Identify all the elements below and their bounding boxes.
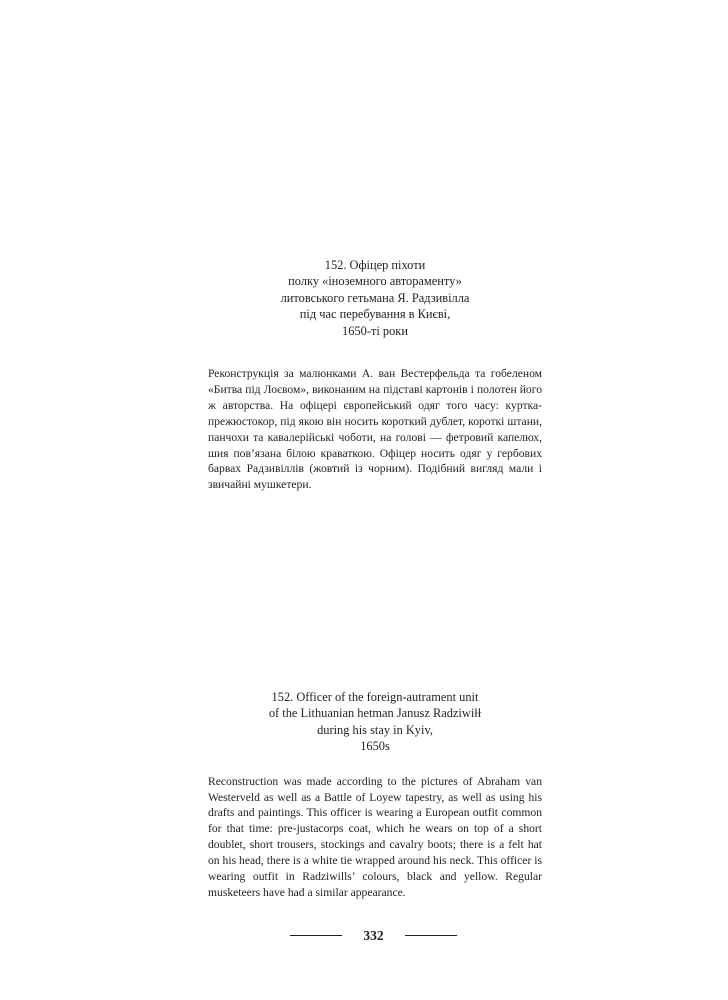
footer-rule-right xyxy=(405,935,457,936)
page-footer xyxy=(0,924,728,948)
english-caption-body: Reconstruction was made according to the pictures of Abraham van Westerveld as well as a Battle of Loyew tapestry, as well as using his drafts and paintings. This officer is wearing a European outfit common for that time: pre-justacorps coat, which he wears on top of a short doublet, short trousers, stockings and cavalry boots; there is a felt hat on his head, there is a white tie wrapped around his neck. This officer is wearing outfit in Radziwills’ colours, black and yellow. Regular musketeers have had a similar appearance. xyxy=(208,774,542,899)
english-caption xyxy=(208,689,542,901)
heading-line: полку «іноземного автораменту» xyxy=(288,274,462,289)
english-caption-heading xyxy=(208,689,542,755)
heading-line: during his stay in Kyiv, xyxy=(317,722,433,737)
page-number: 332 xyxy=(363,928,384,943)
ukrainian-caption xyxy=(208,257,542,493)
heading-line: 1650s xyxy=(360,739,390,754)
heading-line: 1650-ті роки xyxy=(342,323,408,338)
heading-line: of the Lithuanian hetman Janusz Radziwiłł xyxy=(268,706,482,721)
heading-line: 152. Офіцер піхоти xyxy=(324,258,426,272)
footer-rule-left xyxy=(290,935,342,936)
heading-line: під час перебування в Києві, xyxy=(299,307,451,322)
ukrainian-caption-heading xyxy=(208,257,542,339)
heading-line: литовського гетьмана Я. Радзивілла xyxy=(280,290,470,305)
ukrainian-caption-body: Реконструкція за малюнками А. ван Вестерфельда та гобеленом «Битва під Лоєвом», виконаним на підставі картонів і полотен його ж авторства. На офіцері європейський одяг того часу: куртка-прежюстокор, під якою він носить короткий дублет, короткі штани, панчохи та кавалерійські чоботи, на голові — фетровий капелюх, шия пов’язана білою краваткою. Офіцер носить одяг у гербових барвах Радзивіллів (жовтий із чорним). Подібний вигляд мали і звичайні мушкетери. xyxy=(208,367,542,492)
heading-line: 152. Officer of the foreign-autrament unit xyxy=(271,690,479,704)
